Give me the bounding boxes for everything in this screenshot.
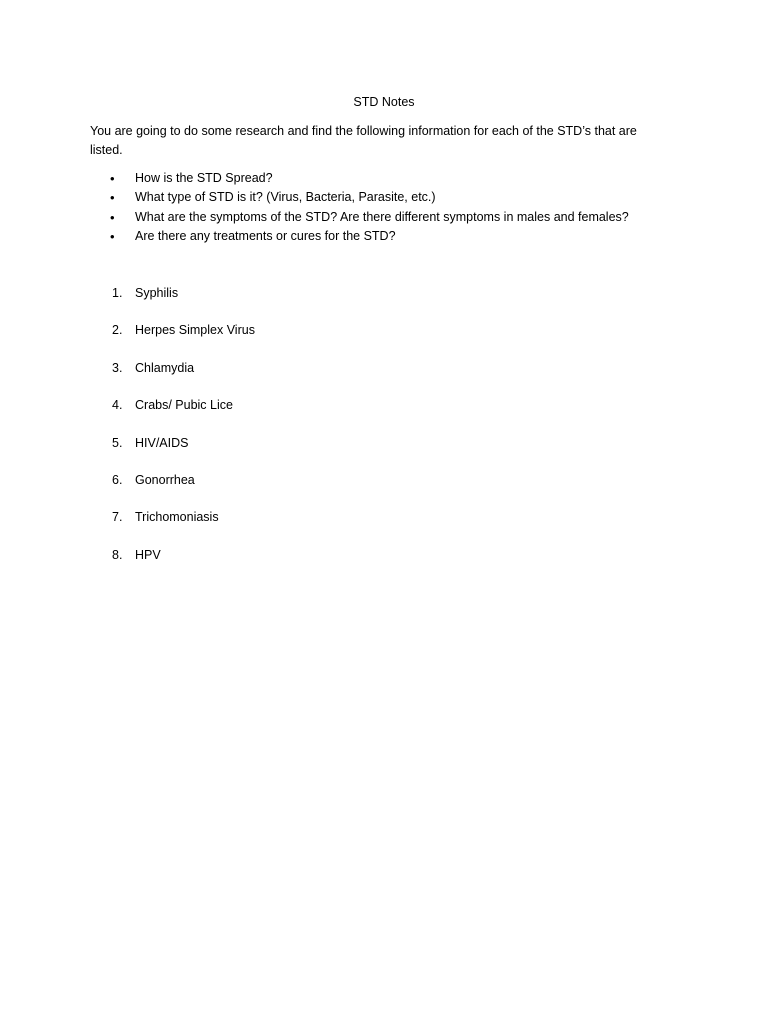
std-list (90, 285, 690, 584)
item-number: 7. (112, 510, 123, 525)
bullet-icon: • (110, 171, 115, 186)
question-text: What are the symptoms of the STD? Are there different symptoms in males and females? (135, 209, 629, 224)
list-item (90, 547, 690, 584)
bullet-icon: • (110, 209, 115, 225)
std-name: Gonorrhea (135, 472, 195, 487)
list-item (90, 208, 690, 227)
list-item (90, 435, 690, 472)
page-title: STD Notes (353, 95, 415, 109)
item-number: 3. (112, 360, 123, 375)
question-text: Are there any treatments or cures for the STD? (135, 228, 396, 243)
item-number: 1. (112, 286, 123, 300)
list-item (90, 188, 690, 207)
std-name: HPV (135, 547, 161, 562)
std-name: Trichomoniasis (135, 510, 219, 525)
item-number: 5. (112, 435, 123, 450)
std-name: Chlamydia (135, 360, 195, 375)
list-item (90, 397, 690, 434)
std-name: Crabs/ Pubic Lice (135, 398, 233, 413)
question-text: What type of STD is it? (Virus, Bacteria, Parasite, etc.) (135, 190, 436, 205)
item-number: 2. (112, 323, 123, 338)
list-item (90, 472, 690, 509)
list-item (90, 509, 690, 546)
list-item (90, 360, 690, 397)
question-list (90, 169, 690, 246)
item-number: 4. (112, 398, 123, 413)
list-item (90, 285, 690, 322)
item-number: 8. (112, 547, 123, 562)
list-item (90, 322, 690, 359)
bullet-icon: • (110, 190, 115, 206)
std-name: HIV/AIDS (135, 435, 189, 450)
intro-paragraph: You are going to do some research and find the following information for each of the STD’s that are listed. (90, 124, 637, 157)
question-text: How is the STD Spread? (135, 171, 273, 185)
item-number: 6. (112, 472, 123, 487)
std-name: Herpes Simplex Virus (135, 323, 255, 338)
list-item (90, 169, 690, 188)
list-item (90, 227, 690, 246)
bullet-icon: • (110, 228, 115, 244)
std-name: Syphilis (135, 286, 179, 300)
